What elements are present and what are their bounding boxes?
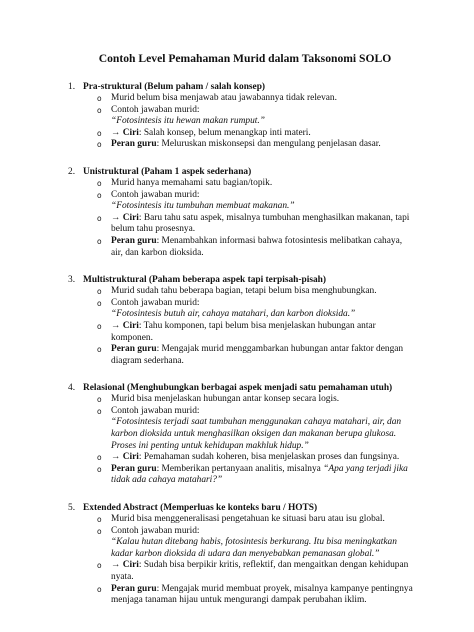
ciri-label: → Ciri xyxy=(111,212,139,223)
item-ciri-text xyxy=(111,452,416,464)
item-example-text xyxy=(111,298,416,321)
item-peran-guru xyxy=(97,464,416,487)
bullet-marker: o xyxy=(97,287,102,297)
item-description-text: Murid sudah tahu beberapa bagian, tetapi belum bisa menghubungkan. xyxy=(111,286,377,297)
ciri-label: → Ciri xyxy=(111,560,139,571)
peran-guru-quote: “Apa yang terjadi jika tidak ada cahaya matahari?” xyxy=(111,463,408,486)
item-ciri xyxy=(97,321,416,344)
item-example xyxy=(97,406,416,452)
section-number: 5. xyxy=(68,503,76,514)
item-ciri xyxy=(97,128,416,140)
peran-guru-text: : Meluruskan miskonsepsi dan mengulang penjelasan dasar. xyxy=(156,139,381,150)
item-description-text: Murid bisa menjelaskan hubungan antar konsep secara logis. xyxy=(111,394,340,405)
peran-guru-text: : Mengajak murid membuat proyek, misalnya kampanye pentingnya menjaga tanaman hijau untuk mengurangi dampak perubahan iklim. xyxy=(111,583,413,606)
item-description-text: Murid hanya memahami satu bagian/topik. xyxy=(111,177,273,188)
section-title: Pra-struktural (Belum paham / salah konsep) xyxy=(83,82,266,92)
bullet-marker: o xyxy=(97,321,102,331)
bullet-marker: o xyxy=(97,526,102,536)
ciri-label: → Ciri xyxy=(111,320,139,331)
item-peran-guru xyxy=(97,344,416,367)
item-example-text xyxy=(111,406,416,452)
bullet-marker: o xyxy=(97,395,102,405)
section-number: 3. xyxy=(68,275,76,286)
item-example-text xyxy=(111,190,416,213)
section-title: Extended Abstract (Memperluas ke konteks baru / HOTS) xyxy=(83,503,318,514)
item-example-text xyxy=(111,526,416,561)
section-title: Multistruktural (Paham beberapa aspek tapi terpisah-pisah) xyxy=(83,275,326,286)
bullet-marker: o xyxy=(97,406,102,416)
bullet-marker: o xyxy=(97,561,102,571)
section-2 xyxy=(70,166,416,259)
section-heading xyxy=(68,274,416,286)
section-heading xyxy=(68,502,416,514)
item-peran-guru-text xyxy=(111,344,416,367)
ciri-label: → Ciri xyxy=(111,452,139,463)
item-peran-guru-text xyxy=(111,236,416,259)
section-4 xyxy=(70,382,416,487)
section-heading xyxy=(68,81,416,93)
item-peran-guru xyxy=(97,139,416,151)
bullet-marker: o xyxy=(97,213,102,223)
section-5 xyxy=(70,502,416,607)
peran-guru-text: : Mengajak murid menggambarkan hubungan antar faktor dengan diagram sederhana. xyxy=(111,344,404,366)
peran-guru-label: Peran guru xyxy=(111,139,157,150)
ciri-text: : Baru tahu satu aspek, misalnya tumbuhan menghasilkan makanan, tapi belum tahu prosesnya. xyxy=(111,212,410,235)
item-description xyxy=(97,178,416,190)
section-number: 1. xyxy=(68,82,76,92)
document-title: Contoh Level Pemahaman Murid dalam Taksonomi SOLO xyxy=(98,52,392,65)
item-ciri-text xyxy=(111,321,416,344)
example-label: Contoh jawaban murid: xyxy=(111,104,200,115)
item-example-text xyxy=(111,105,416,128)
example-label: Contoh jawaban murid: xyxy=(111,189,200,200)
section-list xyxy=(70,81,416,607)
bullet-marker: o xyxy=(97,515,102,525)
ciri-text: : Tahu komponen, tapi belum bisa menjelaskan hubungan antar komponen. xyxy=(111,320,376,343)
section-heading xyxy=(68,382,416,394)
section-heading xyxy=(68,166,416,178)
section-1 xyxy=(70,81,416,151)
example-quote: “Kalau hutan ditebang habis, fotosintesis berkurang. Itu bisa meningkatkan kadar karbon dioksida di udara dan menyebabkan pemanasan global.” xyxy=(111,537,397,559)
bullet-marker: o xyxy=(97,464,102,474)
item-description xyxy=(97,514,416,526)
item-example xyxy=(97,298,416,321)
item-description xyxy=(97,93,416,105)
peran-guru-label: Peran guru xyxy=(111,583,157,594)
bullet-marker: o xyxy=(97,584,102,594)
ciri-text: : Pemahaman sudah koheren, bisa menjelaskan proses dan fungsinya. xyxy=(138,452,400,463)
bullet-marker: o xyxy=(97,128,102,138)
item-ciri xyxy=(97,213,416,236)
bullet-marker: o xyxy=(97,453,102,463)
item-description xyxy=(97,286,416,298)
bullet-marker: o xyxy=(97,140,102,150)
item-ciri xyxy=(97,560,416,583)
section-number: 4. xyxy=(68,383,76,394)
example-quote: “Fotosintesis itu hewan makan rumput.” xyxy=(111,116,265,127)
item-ciri-text xyxy=(111,213,416,236)
bullet-marker: o xyxy=(97,178,102,188)
item-description-text: Murid bisa menggeneralisasi pengetahuan ke situasi baru atau isu global. xyxy=(111,514,385,525)
ciri-label: → Ciri xyxy=(111,127,139,138)
item-example xyxy=(97,190,416,213)
item-ciri-text xyxy=(111,560,416,583)
bullet-marker: o xyxy=(97,236,102,246)
section-items xyxy=(70,178,416,259)
item-description-text: Murid belum bisa menjawab atau jawabannya tidak relevan. xyxy=(111,93,337,103)
bullet-marker: o xyxy=(97,190,102,200)
bullet-marker: o xyxy=(97,345,102,355)
item-description xyxy=(97,394,416,406)
example-quote: “Fotosintesis terjadi saat tumbuhan menggunakan cahaya matahari, air, dan karbon dioksida untuk menghasilkan oksigen dan makanan berupa glukosa. Proses ini penting untuk kehidupan makhluk hidup.” xyxy=(111,417,402,451)
example-quote: “Fotosintesis butuh air, cahaya matahari, dan karbon dioksida.” xyxy=(111,309,356,320)
section-number: 2. xyxy=(68,166,76,177)
item-peran-guru xyxy=(97,584,416,607)
peran-guru-label: Peran guru xyxy=(111,235,157,246)
peran-guru-label: Peran guru xyxy=(111,463,157,474)
bullet-marker: o xyxy=(97,94,102,103)
item-example xyxy=(97,105,416,128)
bullet-marker: o xyxy=(97,105,102,115)
ciri-text: : Sudah bisa berpikir kritis, reflektif, dan mengaitkan dengan kehidupan nyata. xyxy=(111,560,409,582)
peran-guru-text: : Memberikan pertanyaan analitis, misalnya xyxy=(156,463,324,474)
item-peran-guru-text xyxy=(111,139,416,151)
section-items xyxy=(70,286,416,367)
example-label: Contoh jawaban murid: xyxy=(111,525,200,536)
item-peran-guru xyxy=(97,236,416,259)
section-title: Relasional (Menghubungkan berbagai aspek menjadi satu pemahaman utuh) xyxy=(83,383,393,394)
section-items xyxy=(70,93,416,151)
ciri-text: : Salah konsep, belum menangkap inti materi. xyxy=(138,127,311,138)
item-peran-guru-text xyxy=(111,584,416,607)
example-quote: “Fotosintesis itu tumbuhan membuat makanan.” xyxy=(111,201,295,212)
item-peran-guru-text xyxy=(111,464,416,487)
peran-guru-label: Peran guru xyxy=(111,344,157,355)
item-example xyxy=(97,526,416,561)
item-ciri xyxy=(97,452,416,464)
bullet-marker: o xyxy=(97,298,102,308)
peran-guru-text: : Menambahkan informasi bahwa fotosintesis melibatkan cahaya, air, dan karbon dioksida. xyxy=(111,235,403,258)
section-title: Unistruktural (Paham 1 aspek sederhana) xyxy=(83,166,252,177)
section-items xyxy=(70,514,416,607)
item-ciri-text xyxy=(111,128,416,140)
section-items xyxy=(70,394,416,487)
example-label: Contoh jawaban murid: xyxy=(111,405,200,416)
section-3 xyxy=(70,274,416,367)
example-label: Contoh jawaban murid: xyxy=(111,297,200,308)
